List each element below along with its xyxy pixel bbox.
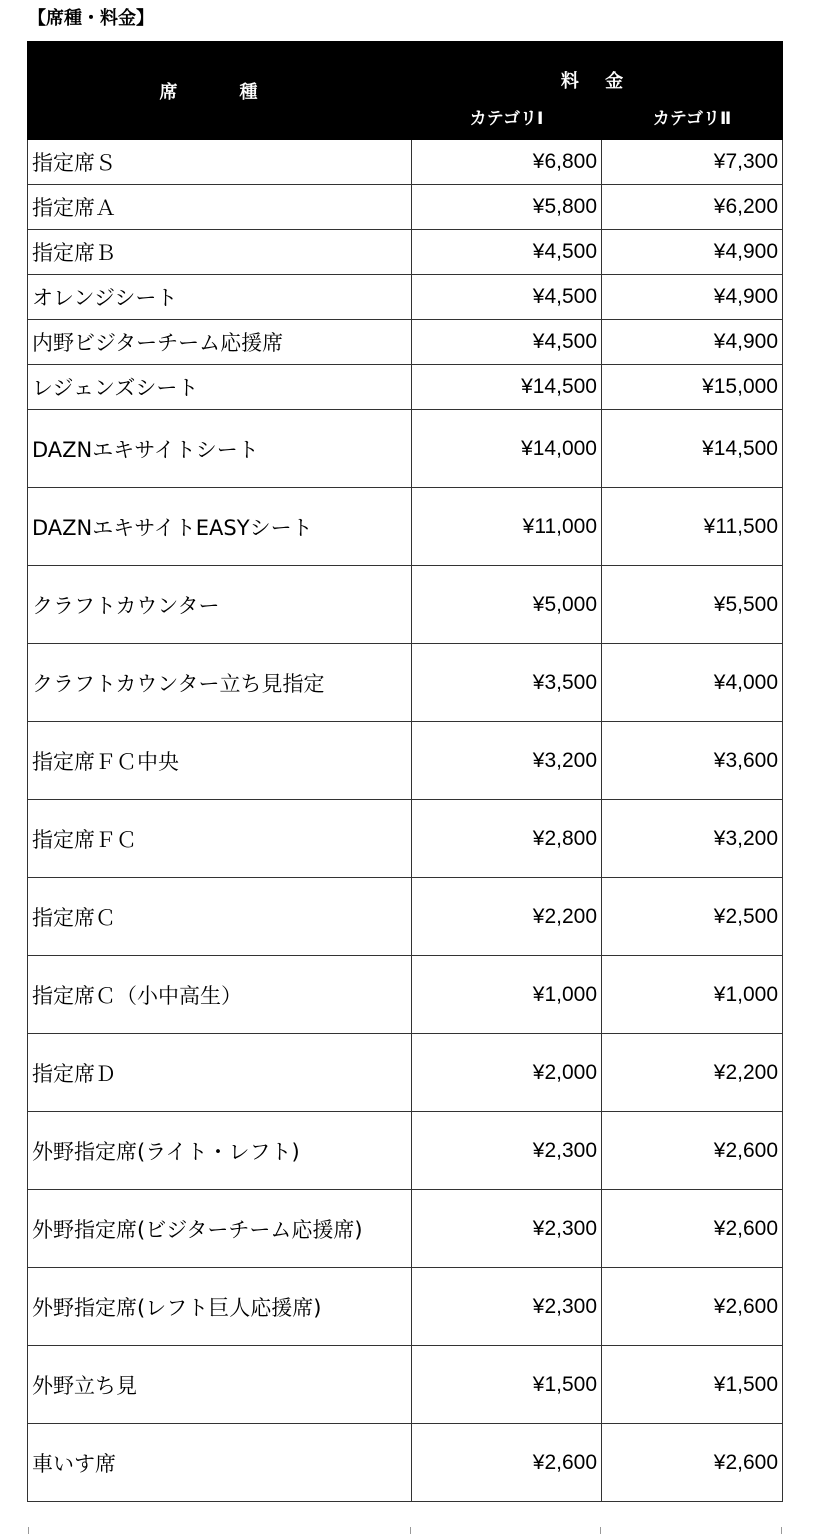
header-price: 料 金	[412, 42, 783, 94]
price-category-1: ¥4,500	[412, 320, 602, 365]
seat-name: 外野立ち見	[28, 1346, 412, 1424]
price-category-1: ¥6,800	[412, 140, 602, 185]
price-category-1: ¥4,500	[412, 230, 602, 275]
seat-name: 指定席Ａ	[28, 185, 412, 230]
table-row	[28, 185, 783, 230]
seat-name: レジェンズシート	[28, 365, 412, 410]
seat-name: 指定席Ｃ	[28, 878, 412, 956]
page-edge-mark	[600, 1527, 601, 1534]
table-row	[28, 1268, 783, 1346]
table-row	[28, 956, 783, 1034]
page-edge-mark	[410, 1527, 411, 1534]
table-body	[28, 140, 783, 1502]
header-category-1: カテゴリⅠ	[412, 94, 602, 140]
seat-name: 指定席ＦＣ中央	[28, 722, 412, 800]
price-category-1: ¥2,300	[412, 1112, 602, 1190]
price-category-2: ¥3,200	[602, 800, 783, 878]
seat-name: 指定席Ｓ	[28, 140, 412, 185]
price-category-2: ¥4,900	[602, 230, 783, 275]
price-category-2: ¥3,600	[602, 722, 783, 800]
seat-name: 指定席Ｃ（小中高生）	[28, 956, 412, 1034]
seat-name: 外野指定席(ビジターチーム応援席)	[28, 1190, 412, 1268]
price-category-1: ¥14,000	[412, 410, 602, 488]
table-row	[28, 878, 783, 956]
price-category-1: ¥5,800	[412, 185, 602, 230]
header-seat-type: 席 種	[28, 42, 412, 140]
price-category-2: ¥7,300	[602, 140, 783, 185]
price-category-2: ¥1,500	[602, 1346, 783, 1424]
price-category-2: ¥4,000	[602, 644, 783, 722]
table-row	[28, 275, 783, 320]
price-category-2: ¥2,600	[602, 1268, 783, 1346]
seat-name: DAZNエキサイトシート	[28, 410, 412, 488]
page-title: 【席種・料金】	[28, 8, 154, 29]
seat-name: オレンジシート	[28, 275, 412, 320]
price-category-2: ¥2,600	[602, 1112, 783, 1190]
price-category-2: ¥5,500	[602, 566, 783, 644]
price-category-1: ¥14,500	[412, 365, 602, 410]
table-row	[28, 800, 783, 878]
price-category-1: ¥3,200	[412, 722, 602, 800]
seat-name: 外野指定席(ライト・レフト)	[28, 1112, 412, 1190]
table-header	[28, 42, 783, 140]
table-row	[28, 1346, 783, 1424]
price-category-2: ¥14,500	[602, 410, 783, 488]
price-category-2: ¥2,600	[602, 1424, 783, 1502]
price-category-1: ¥4,500	[412, 275, 602, 320]
page-edge-mark	[781, 1527, 782, 1534]
price-category-2: ¥2,600	[602, 1190, 783, 1268]
seat-price-table	[27, 41, 783, 1502]
table-row	[28, 320, 783, 365]
table-row	[28, 488, 783, 566]
table-row	[28, 140, 783, 185]
seat-name: 外野指定席(レフト巨人応援席)	[28, 1268, 412, 1346]
price-category-1: ¥5,000	[412, 566, 602, 644]
price-category-1: ¥1,500	[412, 1346, 602, 1424]
table-row	[28, 1112, 783, 1190]
seat-name: クラフトカウンター	[28, 566, 412, 644]
table-row	[28, 1424, 783, 1502]
price-category-2: ¥15,000	[602, 365, 783, 410]
price-category-1: ¥2,300	[412, 1268, 602, 1346]
page-edge-mark	[28, 1527, 29, 1534]
header-category-2: カテゴリⅡ	[602, 94, 783, 140]
table-row	[28, 566, 783, 644]
seat-name: DAZNエキサイトEASYシート	[28, 488, 412, 566]
price-category-2: ¥4,900	[602, 320, 783, 365]
price-category-2: ¥1,000	[602, 956, 783, 1034]
table-row	[28, 230, 783, 275]
table-row	[28, 722, 783, 800]
price-category-2: ¥2,200	[602, 1034, 783, 1112]
price-category-1: ¥1,000	[412, 956, 602, 1034]
price-category-1: ¥2,200	[412, 878, 602, 956]
price-category-1: ¥2,600	[412, 1424, 602, 1502]
price-category-2: ¥11,500	[602, 488, 783, 566]
seat-name: 指定席Ｄ	[28, 1034, 412, 1112]
seat-name: 車いす席	[28, 1424, 412, 1502]
seat-name: クラフトカウンター立ち見指定	[28, 644, 412, 722]
price-category-1: ¥2,000	[412, 1034, 602, 1112]
table-row	[28, 365, 783, 410]
price-category-2: ¥2,500	[602, 878, 783, 956]
table-row	[28, 644, 783, 722]
price-category-1: ¥11,000	[412, 488, 602, 566]
table-row	[28, 410, 783, 488]
price-category-2: ¥6,200	[602, 185, 783, 230]
seat-name: 指定席Ｂ	[28, 230, 412, 275]
seat-name: 指定席ＦＣ	[28, 800, 412, 878]
table-row	[28, 1034, 783, 1112]
price-category-2: ¥4,900	[602, 275, 783, 320]
price-category-1: ¥3,500	[412, 644, 602, 722]
table-row	[28, 1190, 783, 1268]
price-category-1: ¥2,800	[412, 800, 602, 878]
seat-name: 内野ビジターチーム応援席	[28, 320, 412, 365]
price-category-1: ¥2,300	[412, 1190, 602, 1268]
